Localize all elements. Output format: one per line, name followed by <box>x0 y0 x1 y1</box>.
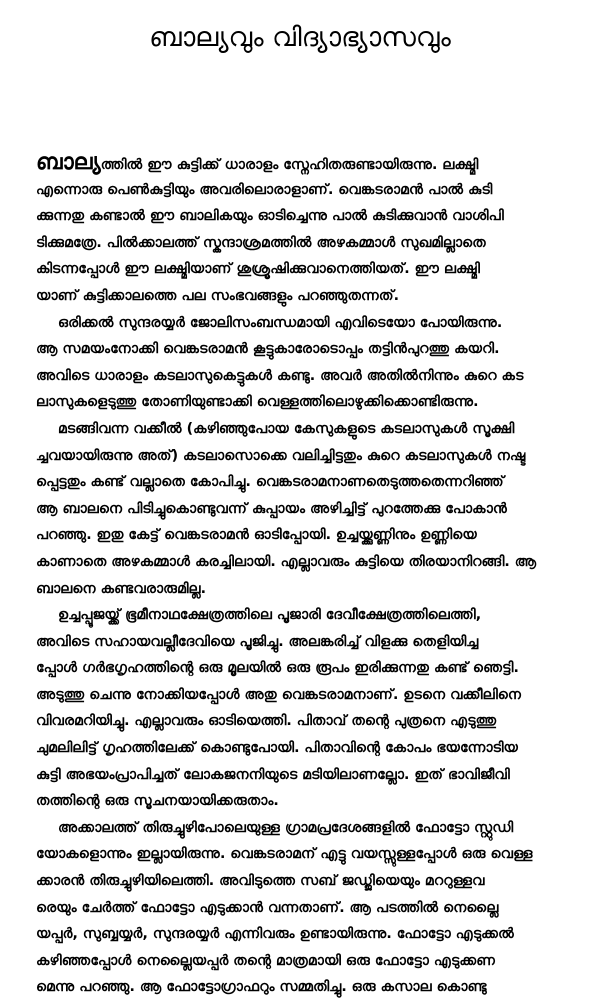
paragraph-4 <box>36 602 566 815</box>
text-line: എന്നൊരു പെൺകുട്ടിയും അവരിലൊരാളാണ്. വെങ്കടരാമൻ പാൽ കുടി <box>36 181 493 198</box>
text-line: ലാസുകളെടുത്തു തോണിയുണ്ടാക്കി വെള്ളത്തിലൊഴുക്കിക്കൊണ്ടിരുന്നു. <box>36 394 479 411</box>
chapter-title: ബാല്യവും വിദ്യാഭ്യാസവും <box>149 22 451 53</box>
text-line: അവിടെ സഹായവല്ലീദേവിയെ പൂജിച്ചു. അലങ്കരിച്ച് വിളക്കു തെളിയിച്ച <box>36 633 479 650</box>
body-text <box>36 150 566 1001</box>
text-line: കഴിഞ്ഞപ്പോൾ നെല്ലൈയപ്പർ തന്റെ മാത്രമായി ഒരു ഫോട്ടോ എടുക്കണ <box>36 952 496 969</box>
text-line: ചുമലിലിട്ട് ഗൃഹത്തിലേക്ക് കൊണ്ടുപോയി. പിതാവിന്റെ കോപം ഭയന്നോടിയ <box>36 740 519 757</box>
text-line: അവിടെ ധാരാളം കടലാസുകെട്ടുകൾ കണ്ടു. അവർ അതിൽനിന്നും കുറെ കട <box>36 367 524 384</box>
text-line <box>36 150 566 177</box>
text-line: രെയും ചേർത്ത് ഫോട്ടോ എടുക്കാൻ വന്നതാണ്. ആ പടത്തിൽ നെല്ലൈ <box>36 899 499 916</box>
paragraph-3 <box>36 416 566 602</box>
text-line: ആ സമയംനോക്കി വെങ്കടരാമൻ കൂട്ടുകാരോടൊപ്പം തട്ടിൻപുറത്തു കയറി. <box>36 341 500 358</box>
text-line: ടിക്കുമത്രേ. പിൽക്കാലത്ത് സ്കന്ദാശ്രമത്തിൽ അഴകമ്മാൾ സുഖമില്ലാതെ <box>36 234 486 251</box>
line-text: ത്തിൽ ഈ കുട്ടിക്ക് ധാരാളം സ്നേഹിതരുണ്ടായിരുന്നു. ലക്ഷ്മി <box>100 157 479 173</box>
text-line: അക്കാലത്ത് തിരുച്ചുഴിപോലെയുള്ള ഗ്രാമപ്രദേശങ്ങളിൽ ഫോട്ടോ സ്റ്റുഡി <box>58 819 514 836</box>
text-line: ക്കാരൻ തിരുച്ചുഴിയിലെത്തി. അവിടുത്തെ സബ് ജഡ്ജിയെയും മററുള്ളവ <box>36 873 485 890</box>
paragraph-5 <box>36 815 566 1001</box>
text-line: യോകളൊന്നും ഇല്ലായിരുന്നു. വെങ്കടരാമന് എട്ടു വയസ്സുള്ളപ്പോൾ ഒരു വെള്ള <box>36 846 533 863</box>
text-line: ക്കുന്നതു കണ്ടാൽ ഈ ബാലികയും ഓടിച്ചെന്നു പാൽ കുടിക്കുവാൻ വാശിപി <box>36 208 504 225</box>
text-line: പ്പെട്ടതും കണ്ട് വല്ലാതെ കോപിച്ചു. വെങ്കടരാമനാണതെടുത്തതെന്നറിഞ്ഞ് <box>36 474 504 491</box>
text-line: ആ ബാലനെ പിടിച്ചുകൊണ്ടുവന്ന് കുപ്പായം അഴിച്ചിട്ട് പുറത്തേക്കു പോകാൻ <box>36 500 507 517</box>
text-line: യാണ് കുട്ടിക്കാലത്തെ പല സംഭവങ്ങളും പറഞ്ഞുതന്നത്. <box>36 287 400 304</box>
text-line: ഉച്ചപ്പൂജയ്ക്ക് ഭൂമീനാഥക്ഷേത്രത്തിലെ പൂജാരി ദേവീക്ഷേത്രത്തിലെത്തി, <box>58 607 482 624</box>
text-line: പറഞ്ഞു. ഇതു കേട്ട് വെങ്കടരാമൻ ഓടിപ്പോയി. ഉച്ചയ്ക്കുണ്ണിനും ഉണ്ണിയെ <box>36 527 477 544</box>
opening-word: ബാല്യ <box>36 150 101 175</box>
text-line: കിടന്നപ്പോൾ ഈ ലക്ഷ്മിയാണ് ശുശ്രൂഷിക്കുവാനെത്തിയത്. ഈ ലക്ഷ്മി <box>36 261 480 278</box>
text-line: ഒരിക്കൽ സുന്ദരയ്യർ ജോലിസംബന്ധമായി എവിടെയോ പോയിരുന്നു. <box>58 314 503 331</box>
text-line: മടങ്ങിവന്ന വക്കീൽ (കഴിഞ്ഞുപോയ കേസുകളുടെ കടലാസുകൾ സൂക്ഷി <box>58 420 515 437</box>
text-line: അടുത്തു ചെന്നു നോക്കിയപ്പോൾ അതു വെങ്കടരാമനാണ്. ഉടനെ വക്കീലിനെ <box>36 686 522 703</box>
text-line: ച്ചവയായിരുന്നു അത്) കടലാസൊക്കെ വലിച്ചിട്ടതും കുറെ കടലാസുകൾ നഷ്ട <box>36 447 526 464</box>
text-line: ബാലനെ കണ്ടവരാരുമില്ല. <box>36 580 207 597</box>
paragraph-1 <box>36 150 566 310</box>
text-line: യപ്പർ, സുബ്ബയ്യർ, സുന്ദരയ്യർ എന്നിവരും ഉണ്ടായിരുന്നു. ഫോട്ടോ എടുക്കൽ <box>36 926 514 943</box>
text-line: മെന്നു പറഞ്ഞു. ആ ഫോട്ടോഗ്രാഫറും സമ്മതിച്ചു. ഒരു കസാല കൊണ്ടു <box>36 979 487 996</box>
text-line: പ്പോൾ ഗർഭഗൃഹത്തിന്റെ ഒരു മൂലയിൽ ഒരു രൂപം ഇരിക്കുന്നതു കണ്ട് ഞെട്ടി. <box>36 660 519 677</box>
paragraph-2 <box>36 310 566 416</box>
text-line: തത്തിന്റെ ഒരു സൂചനയായിക്കരുതാം. <box>36 793 279 810</box>
text-line: കാണാതെ അഴകമ്മാൾ കരച്ചിലായി. എല്ലാവരും കുട്ടിയെ തിരയാനിറങ്ങി. ആ <box>36 553 537 570</box>
text-line: കുട്ടി അഭയംപ്രാപിച്ചത് ലോകജനനിയുടെ മടിയിലാണല്ലോ. ഇത് ഭാവിജീവി <box>36 766 510 783</box>
text-line: വിവരമറിയിച്ചു. എല്ലാവരും ഓടിയെത്തി. പിതാവ് തന്റെ പുത്രനെ എടുത്തു <box>36 713 497 730</box>
